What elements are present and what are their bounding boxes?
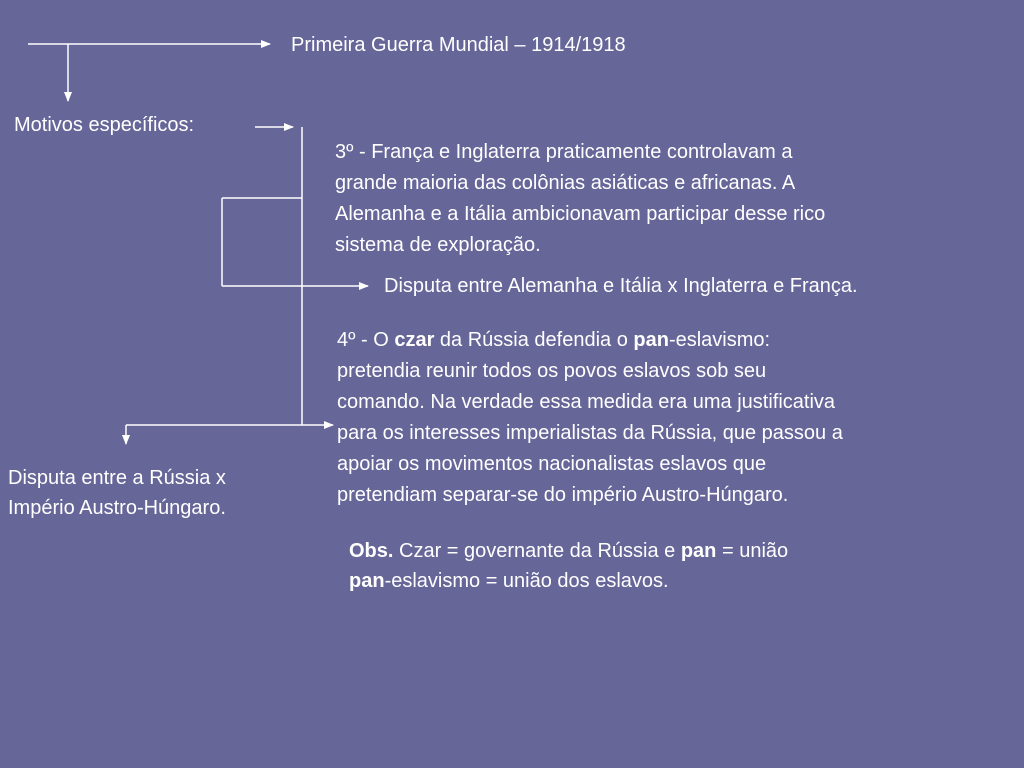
item3-line-2: grande maioria das colônias asiáticas e africanas. A <box>335 172 796 194</box>
item4-line-3: comando. Na verdade essa medida era uma justificativa <box>337 391 836 413</box>
item4-line-4: para os interesses imperialistas da Rússia, que passou a <box>337 422 843 444</box>
item4-line-5: apoiar os movimentos nacionalistas eslavos que <box>337 453 767 475</box>
obs-line-1: Obs. Czar = governante da Rússia e pan = união <box>349 540 789 562</box>
motivos-label: Motivos específicos: <box>14 114 195 136</box>
obs-note <box>349 536 788 596</box>
russia-result-line-2: Império Austro-Húngaro. <box>8 497 226 519</box>
item3-result: Disputa entre Alemanha e Itália x Inglaterra e França. <box>384 275 858 297</box>
item4-line-6: pretendiam separar-se do império Austro-Húngaro. <box>337 484 789 506</box>
obs-line-2: pan-eslavismo = união dos eslavos. <box>349 570 669 592</box>
item4-line-2: pretendia reunir todos os povos eslavos sob seu <box>337 360 767 382</box>
item4-text <box>337 325 843 511</box>
item3-line-3: Alemanha e a Itália ambicionavam participar desse rico <box>335 203 826 225</box>
item4-line-1: 4º - O czar da Rússia defendia o pan-eslavismo: <box>337 329 771 351</box>
item3-text <box>335 137 825 261</box>
russia-result <box>8 463 226 523</box>
slide-title: Primeira Guerra Mundial – 1914/1918 <box>291 34 626 56</box>
russia-result-line-1: Disputa entre a Rússia x <box>8 467 226 489</box>
item3-line-1: 3º - França e Inglaterra praticamente controlavam a <box>335 141 793 163</box>
item3-line-4: sistema de exploração. <box>335 234 541 256</box>
